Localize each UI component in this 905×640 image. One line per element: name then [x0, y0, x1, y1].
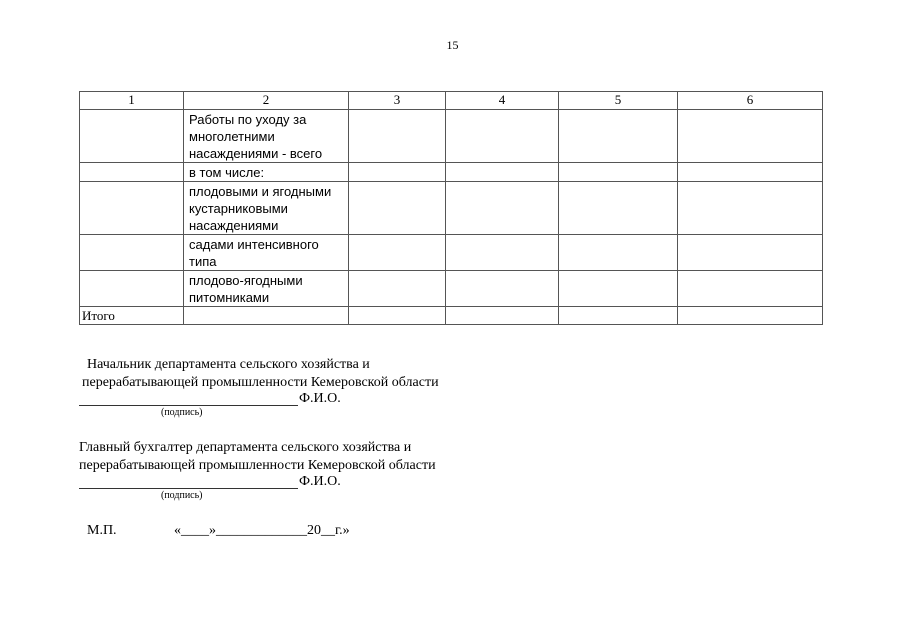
table-cell: [349, 163, 446, 182]
table-cell: [446, 182, 559, 235]
stamp-label: М.П.: [87, 523, 117, 538]
head-title-line-1: Начальник департамента сельского хозяйства и: [87, 357, 370, 372]
table-cell: [349, 182, 446, 235]
table-cell: [446, 271, 559, 307]
accountant-signature-caption: (подпись): [161, 490, 203, 501]
column-header-4: 4: [446, 92, 559, 110]
table-row: [80, 163, 823, 182]
table-cell: [559, 271, 678, 307]
table-cell: [184, 307, 349, 325]
table-row-total: [80, 307, 823, 325]
table-cell: [349, 307, 446, 325]
head-signature-caption: (подпись): [161, 407, 203, 418]
head-signature-line: [79, 405, 298, 406]
column-header-1: 1: [80, 92, 184, 110]
table-cell: [559, 163, 678, 182]
date-placeholder: «____»_____________20__г.»: [174, 523, 350, 538]
table-cell: [80, 235, 184, 271]
table-cell: [678, 163, 823, 182]
table-cell: [559, 110, 678, 163]
table-cell: [446, 163, 559, 182]
table-cell-total-label: Итого: [80, 307, 184, 325]
column-header-3: 3: [349, 92, 446, 110]
table-cell: [678, 110, 823, 163]
table-row: [80, 271, 823, 307]
head-fio: Ф.И.О.: [299, 391, 341, 406]
accountant-title-line-1: Главный бухгалтер департамента сельского хозяйства и: [79, 440, 412, 455]
table-cell: [678, 182, 823, 235]
column-header-5: 5: [559, 92, 678, 110]
accountant-title-line-2: перерабатывающей промышленности Кемеровской области: [79, 458, 436, 473]
table-cell: [80, 271, 184, 307]
column-header-2: 2: [184, 92, 349, 110]
table-cell: [678, 235, 823, 271]
column-header-6: 6: [678, 92, 823, 110]
table-cell: [349, 110, 446, 163]
table-cell-work-type: Работы по уходу за многолетними насаждениями - всего: [184, 110, 349, 163]
table-cell-work-type: плодово-ягодными питомниками: [184, 271, 349, 307]
table-cell: [678, 307, 823, 325]
table-cell: [559, 307, 678, 325]
report-table: [79, 91, 823, 325]
table-header-row: [80, 92, 823, 110]
table-row: [80, 235, 823, 271]
table-cell: [80, 182, 184, 235]
table-cell: [559, 182, 678, 235]
table-row: [80, 110, 823, 163]
table-cell-work-type: в том числе:: [184, 163, 349, 182]
table-cell-work-type: садами интенсивного типа: [184, 235, 349, 271]
accountant-fio: Ф.И.О.: [299, 474, 341, 489]
table-cell: [80, 110, 184, 163]
table-cell: [678, 271, 823, 307]
page-number: 15: [446, 38, 459, 52]
table-cell: [446, 307, 559, 325]
head-title-line-2: перерабатывающей промышленности Кемеровской области: [82, 375, 439, 390]
table-cell: [349, 271, 446, 307]
table-cell: [80, 163, 184, 182]
accountant-signature-line: [79, 488, 298, 489]
table-cell: [559, 235, 678, 271]
table-cell: [446, 235, 559, 271]
table-cell-work-type: плодовыми и ягодными кустарниковыми насаждениями: [184, 182, 349, 235]
table-row: [80, 182, 823, 235]
table-cell: [349, 235, 446, 271]
table-cell: [446, 110, 559, 163]
